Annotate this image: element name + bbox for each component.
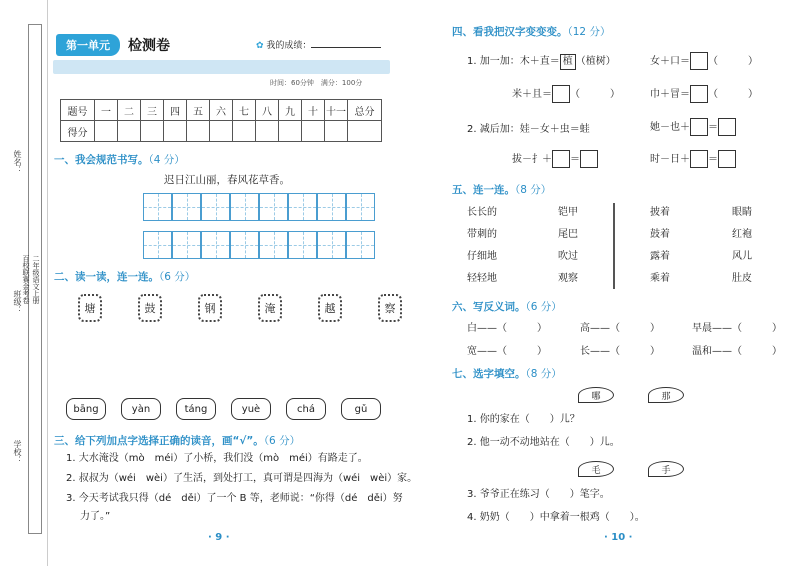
writing-sentence: 迟日江山丽，春风花草香。 xyxy=(164,174,290,186)
sec4-time: 时－日＋ ＝ xyxy=(650,150,736,168)
antonym-2: 高——（ ） xyxy=(580,323,660,334)
writing-cell[interactable] xyxy=(288,231,317,259)
char-card: 塘 xyxy=(78,294,102,322)
section-5-title: 五、连一连。（8 分） xyxy=(452,184,552,196)
score-input-cell[interactable] xyxy=(256,121,279,142)
antonym-5: 长——（ ） xyxy=(580,346,660,357)
pinyin-card: táng xyxy=(176,398,216,420)
header-band xyxy=(53,60,390,74)
sec7-q3: 3. 爷爷正在练习（ ）笔字。 xyxy=(467,489,610,500)
char-card: 钢 xyxy=(198,294,222,322)
match-item: 肚皮 xyxy=(732,273,752,284)
score-header-cell: 六 xyxy=(210,100,233,121)
match-col-4 xyxy=(732,203,752,291)
time-info: 时间：60分钟 满分：100分 xyxy=(270,79,363,87)
leaf-card: 那 xyxy=(648,387,684,403)
writing-cell[interactable] xyxy=(346,231,375,259)
score-label: ✿ 我的成绩： xyxy=(256,38,381,51)
score-input-cell[interactable] xyxy=(118,121,141,142)
score-header-cell: 题号 xyxy=(61,100,95,121)
match-col-3 xyxy=(650,203,670,291)
match-item: 乘着 xyxy=(650,273,670,284)
binding-box xyxy=(22,24,42,534)
char-card: 淹 xyxy=(258,294,282,322)
section-3-title: 三、给下列加点字选择正确的读音，画“√”。（6 分） xyxy=(54,435,301,447)
score-header-cell: 十一 xyxy=(325,100,348,121)
writing-cell[interactable] xyxy=(172,193,201,221)
section-2-title: 二、读一读，连一连。（6 分） xyxy=(54,271,196,283)
leaf-card: 哪 xyxy=(578,387,614,403)
section-1-title: 一、我会规范书写。（4 分） xyxy=(54,154,185,166)
score-table xyxy=(60,99,382,142)
score-header-cell: 四 xyxy=(164,100,187,121)
score-header-cell: 二 xyxy=(118,100,141,121)
match-item: 带刺的 xyxy=(467,229,497,240)
pinyin-cards xyxy=(66,398,381,420)
leaf-card: 毛 xyxy=(578,461,614,477)
pinyin-card: chá xyxy=(286,398,326,420)
score-input-cell[interactable] xyxy=(141,121,164,142)
match-col-2 xyxy=(558,203,578,291)
match-item: 吹过 xyxy=(558,251,578,262)
writing-grid-2 xyxy=(143,231,375,259)
antonym-1: 白——（ ） xyxy=(467,323,547,334)
binding-top-text: 二年级语文上册 xyxy=(32,254,40,304)
antonym-3: 早晨——（ ） xyxy=(692,323,782,334)
leaf-card: 手 xyxy=(648,461,684,477)
section-4-title: 四、看我把汉字变变变。（12 分） xyxy=(452,26,611,38)
score-input-cell[interactable] xyxy=(325,121,348,142)
char-card: 鼓 xyxy=(138,294,162,322)
pinyin-card: bāng xyxy=(66,398,106,420)
match-item: 风儿 xyxy=(732,251,752,262)
writing-cell[interactable] xyxy=(259,193,288,221)
writing-cell[interactable] xyxy=(230,231,259,259)
score-input-cell[interactable] xyxy=(95,121,118,142)
class-label: 班级： xyxy=(13,290,22,314)
score-input-cell[interactable] xyxy=(302,121,325,142)
char-card: 察 xyxy=(378,294,402,322)
sec3-q3-cont: 力了。” xyxy=(80,511,111,522)
match-item: 眼睛 xyxy=(732,207,752,218)
sec4-rice-and: 米＋且＝ （ ） xyxy=(512,85,620,103)
writing-cell[interactable] xyxy=(201,193,230,221)
match-item: 红袍 xyxy=(732,229,752,240)
score-header-cell: 十 xyxy=(302,100,325,121)
score-input-cell[interactable] xyxy=(187,121,210,142)
writing-cell[interactable] xyxy=(172,231,201,259)
sec3-q2: 2. 叔叔为（wéi wèi）了生活，到处打工，真可谓是四海为（wéi wèi）家。 xyxy=(66,473,418,484)
score-header-cell: 五 xyxy=(187,100,210,121)
score-input-cell[interactable] xyxy=(164,121,187,142)
flower-icon: ✿ xyxy=(256,41,264,51)
section-7-title: 七、选字填空。（8 分） xyxy=(452,368,562,380)
match-item: 尾巴 xyxy=(558,229,578,240)
writing-cell[interactable] xyxy=(143,231,172,259)
match-item: 观察 xyxy=(558,273,578,284)
writing-cell[interactable] xyxy=(317,193,346,221)
match-item: 长长的 xyxy=(467,207,497,218)
sec4-cloth-hat: 巾＋冒＝ （ ） xyxy=(650,85,758,103)
char-cards xyxy=(78,294,402,322)
sec4-q2: 2. 减后加：娃－女＋虫＝蛙 xyxy=(467,124,590,135)
score-input-cell[interactable] xyxy=(233,121,256,142)
score-header-cell: 三 xyxy=(141,100,164,121)
sec4-q1: 1. 加一加：木＋直＝ 植 （植树） xyxy=(467,52,616,70)
score-header-cell: 八 xyxy=(256,100,279,121)
writing-cell[interactable] xyxy=(317,231,346,259)
writing-cell[interactable] xyxy=(259,231,288,259)
section-6-title: 六、写反义词。（6 分） xyxy=(452,301,562,313)
pinyin-card: yàn xyxy=(121,398,161,420)
score-header-cell: 一 xyxy=(95,100,118,121)
page-number-left: · 9 · xyxy=(208,532,230,543)
page-number-right: · 10 · xyxy=(604,532,633,543)
writing-cell[interactable] xyxy=(143,193,172,221)
sec7-q2: 2. 他一动不动地站在（ ）儿。 xyxy=(467,437,620,448)
sec3-q1: 1. 大水淹没（mò méi）了小桥，我们没（mò méi）有路走了。 xyxy=(66,453,368,464)
match-col-1 xyxy=(467,203,497,291)
match-item: 鼓着 xyxy=(650,229,670,240)
score-header-cell: 七 xyxy=(233,100,256,121)
score-header-cell: 九 xyxy=(279,100,302,121)
writing-cell[interactable] xyxy=(201,231,230,259)
writing-grid-1 xyxy=(143,193,375,221)
score-input-cell[interactable] xyxy=(279,121,302,142)
score-row-label: 得分 xyxy=(61,121,95,142)
writing-cell[interactable] xyxy=(230,193,259,221)
char-card: 越 xyxy=(318,294,342,322)
pinyin-card: yuè xyxy=(231,398,271,420)
name-label: 姓名： xyxy=(13,150,22,174)
sec4-female-mouth: 女＋口＝ （ ） xyxy=(650,52,758,70)
match-item: 轻轻地 xyxy=(467,273,497,284)
sec4-pull: 拔－扌＋ ＝ xyxy=(512,150,598,168)
page-title: 检测卷 xyxy=(128,38,170,54)
binding-strip xyxy=(0,0,48,566)
sec4-she: 她－也＋ ＝ xyxy=(650,118,736,136)
writing-cell[interactable] xyxy=(346,193,375,221)
pinyin-card: gǔ xyxy=(341,398,381,420)
sec7-q1: 1. 你的家在（ ）儿？ xyxy=(467,414,580,425)
score-input-cell[interactable] xyxy=(210,121,233,142)
unit-tag: 第一单元 xyxy=(56,34,120,56)
writing-cell[interactable] xyxy=(288,193,317,221)
binding-bottom-text: 百校联赛金考卷 xyxy=(22,254,30,304)
match-item: 仔细地 xyxy=(467,251,497,262)
match-item: 露着 xyxy=(650,251,670,262)
school-label: 学校： xyxy=(13,440,22,464)
sec7-q4: 4. 奶奶（ ）中拿着一根鸡（ ）。 xyxy=(467,512,645,523)
match-divider xyxy=(613,203,615,289)
antonym-4: 宽——（ ） xyxy=(467,346,547,357)
score-input-cell[interactable] xyxy=(348,121,382,142)
antonym-6: 温和——（ ） xyxy=(692,346,782,357)
score-header-cell: 总分 xyxy=(348,100,382,121)
match-item: 铠甲 xyxy=(558,207,578,218)
sec3-q3: 3. 今天考试我只得（dé děi）了一个 B 等，老师说：“你得（dé děi）努 xyxy=(66,493,403,504)
match-item: 披着 xyxy=(650,207,670,218)
